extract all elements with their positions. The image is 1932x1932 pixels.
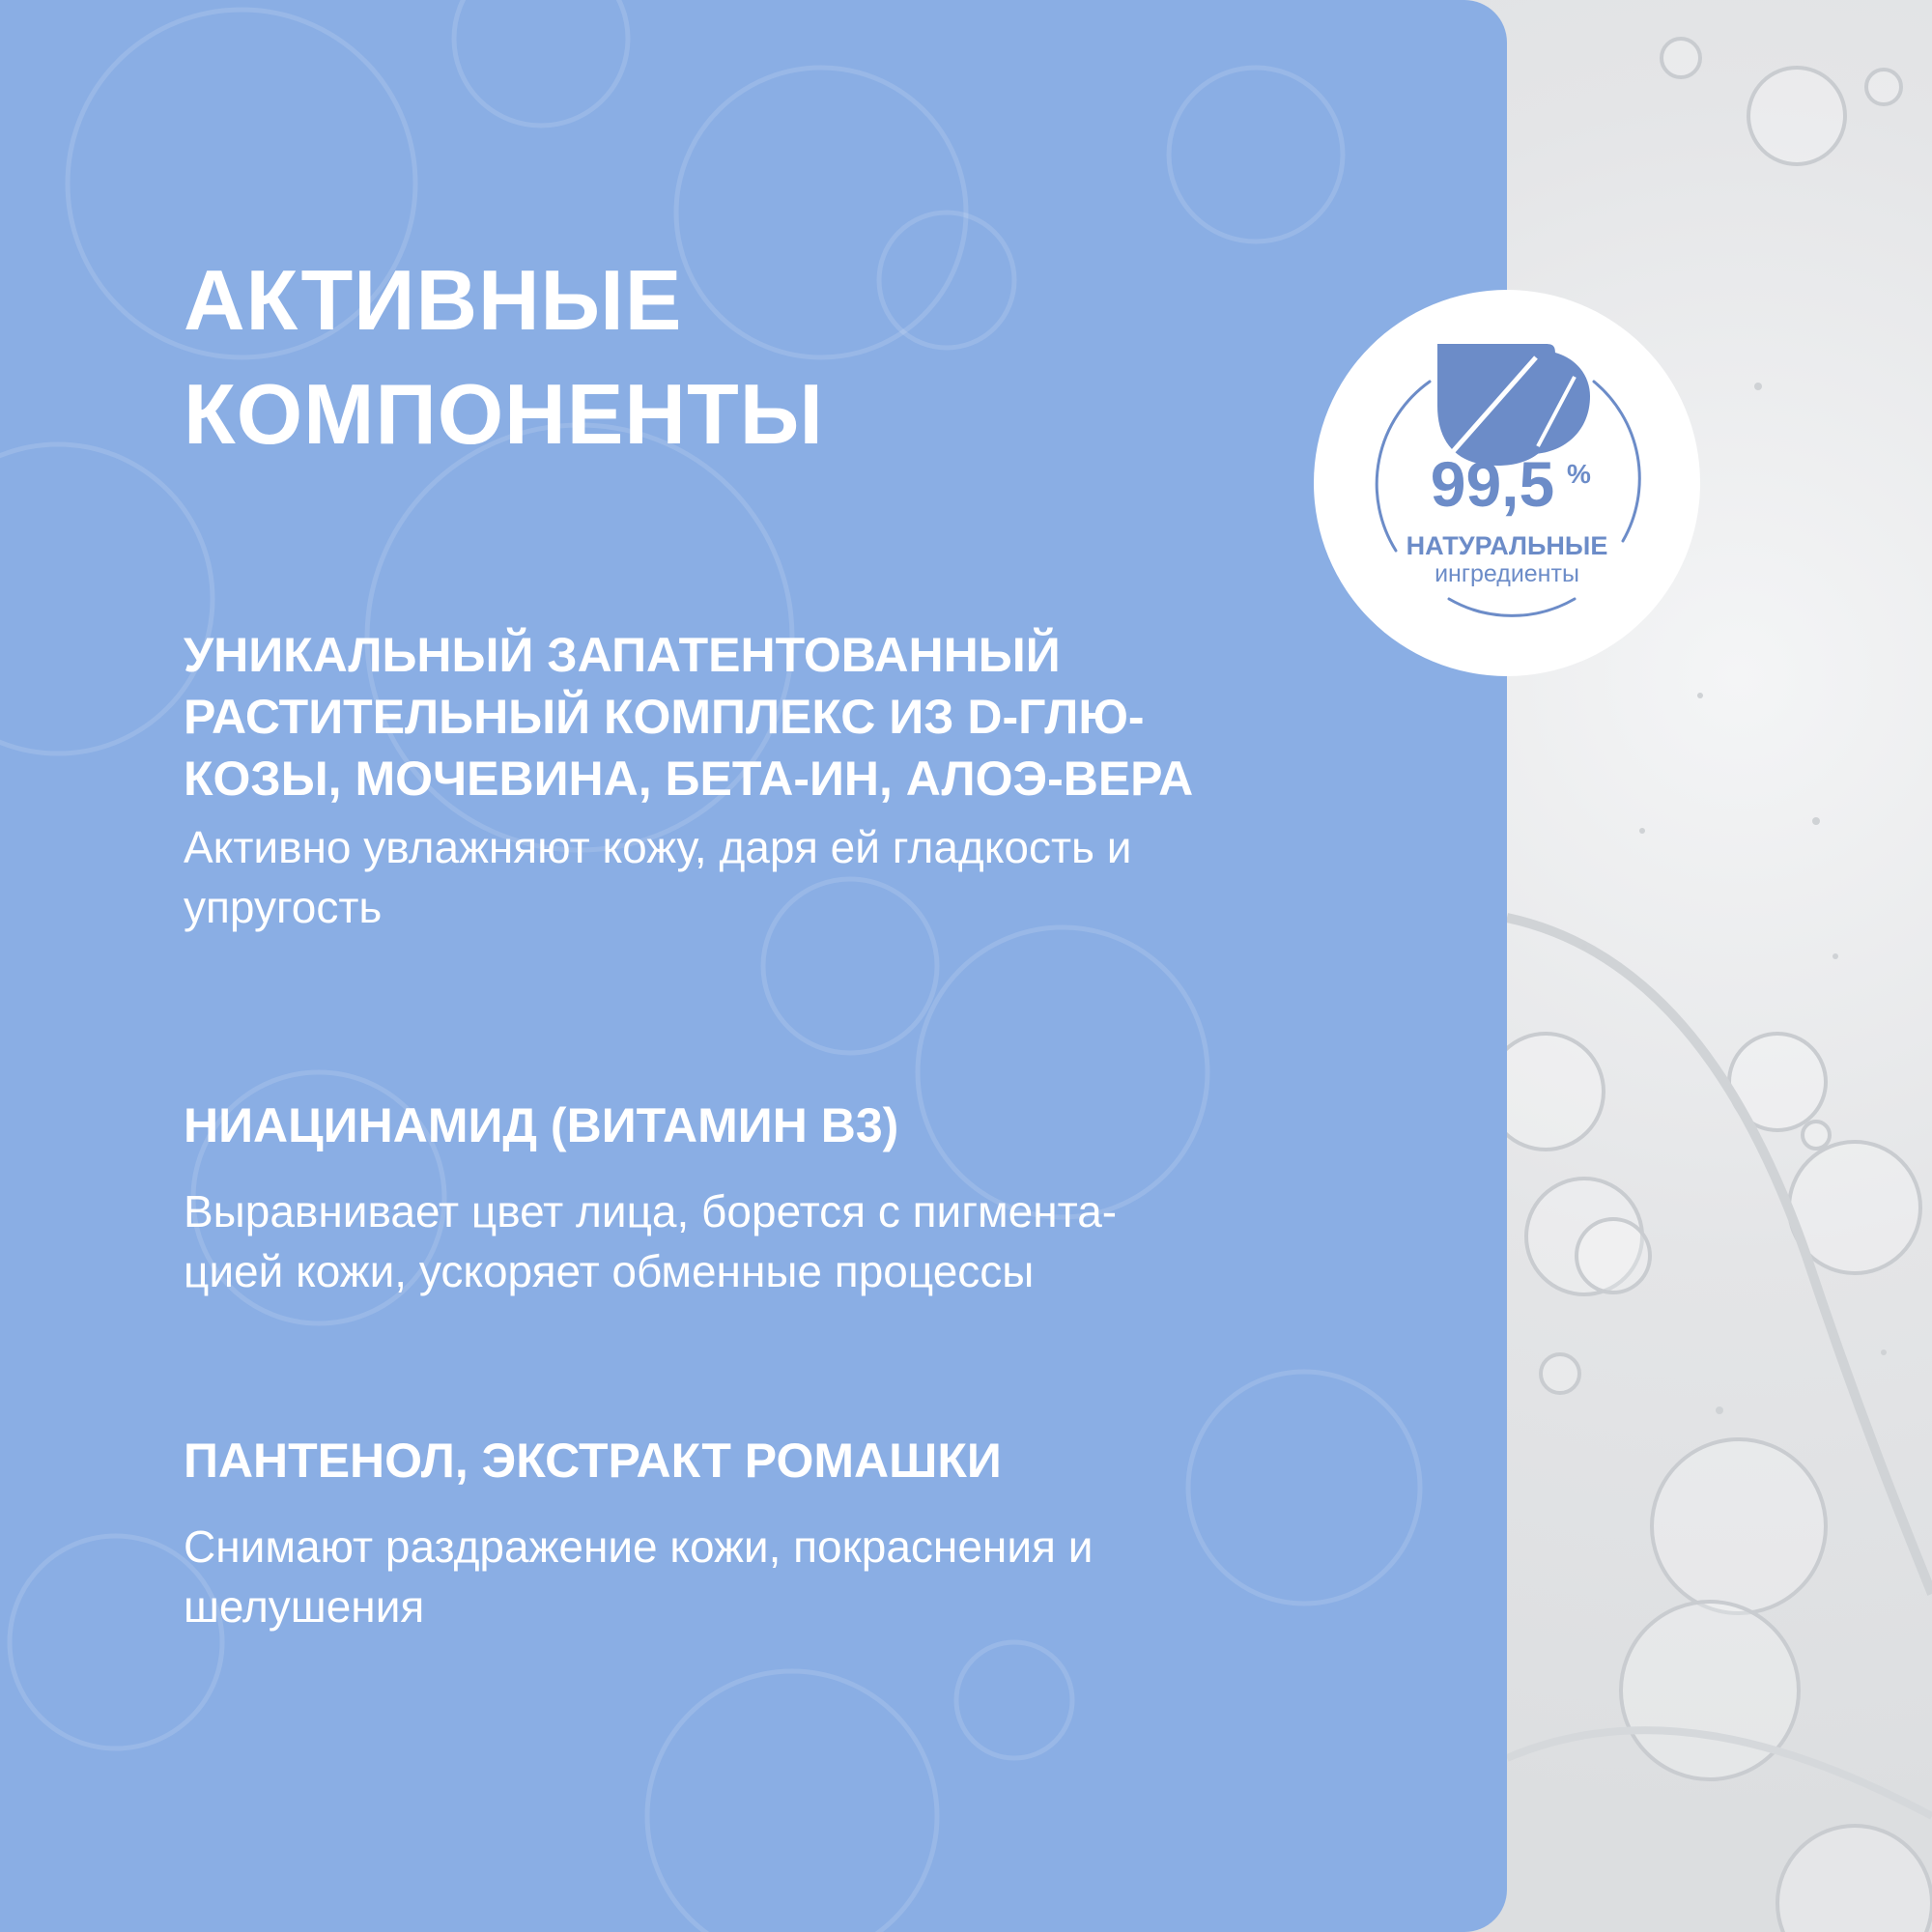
ingredient-heading: НИАЦИНАМИД (ВИТАМИН B3): [184, 1098, 899, 1152]
ingredient-heading: ПАНТЕНОЛ, ЭКСТРАКТ РОМАШКИ: [184, 1434, 1002, 1488]
badge-percent-value: 99,5: [1430, 448, 1555, 520]
ingredient-description: Снимают раздражение кожи, покраснения и шелушения: [184, 1521, 1094, 1632]
ingredient-description: Активно увлажняют кожу, даря ей гладкость и упругость: [184, 822, 1132, 932]
ingredient-heading: УНИКАЛЬНЫЙ ЗАПАТЕНТОВАННЫЙ РАСТИТЕЛЬНЫЙ КОМПЛЕКС ИЗ D-ГЛЮ- КОЗЫ, МОЧЕВИНА, БЕТА-ИН, АЛОЭ-ВЕРА: [184, 628, 1194, 806]
ingredient-item: [184, 1094, 1391, 1301]
ingredient-item: [184, 624, 1391, 937]
page-title: АКТИВНЫЕ КОМПОНЕНТЫ: [184, 252, 824, 462]
ingredient-description: Выравнивает цвет лица, борется с пигмента- цией кожи, ускоряет обменные процессы: [184, 1186, 1118, 1296]
badge-label-ingredients: ингредиенты: [1435, 560, 1579, 587]
natural-ingredients-badge: [1314, 290, 1700, 676]
ingredient-item: [184, 1430, 1391, 1636]
badge-percent-sign: %: [1567, 459, 1591, 489]
badge-label-natural: НАТУРАЛЬНЫЕ: [1406, 531, 1608, 560]
